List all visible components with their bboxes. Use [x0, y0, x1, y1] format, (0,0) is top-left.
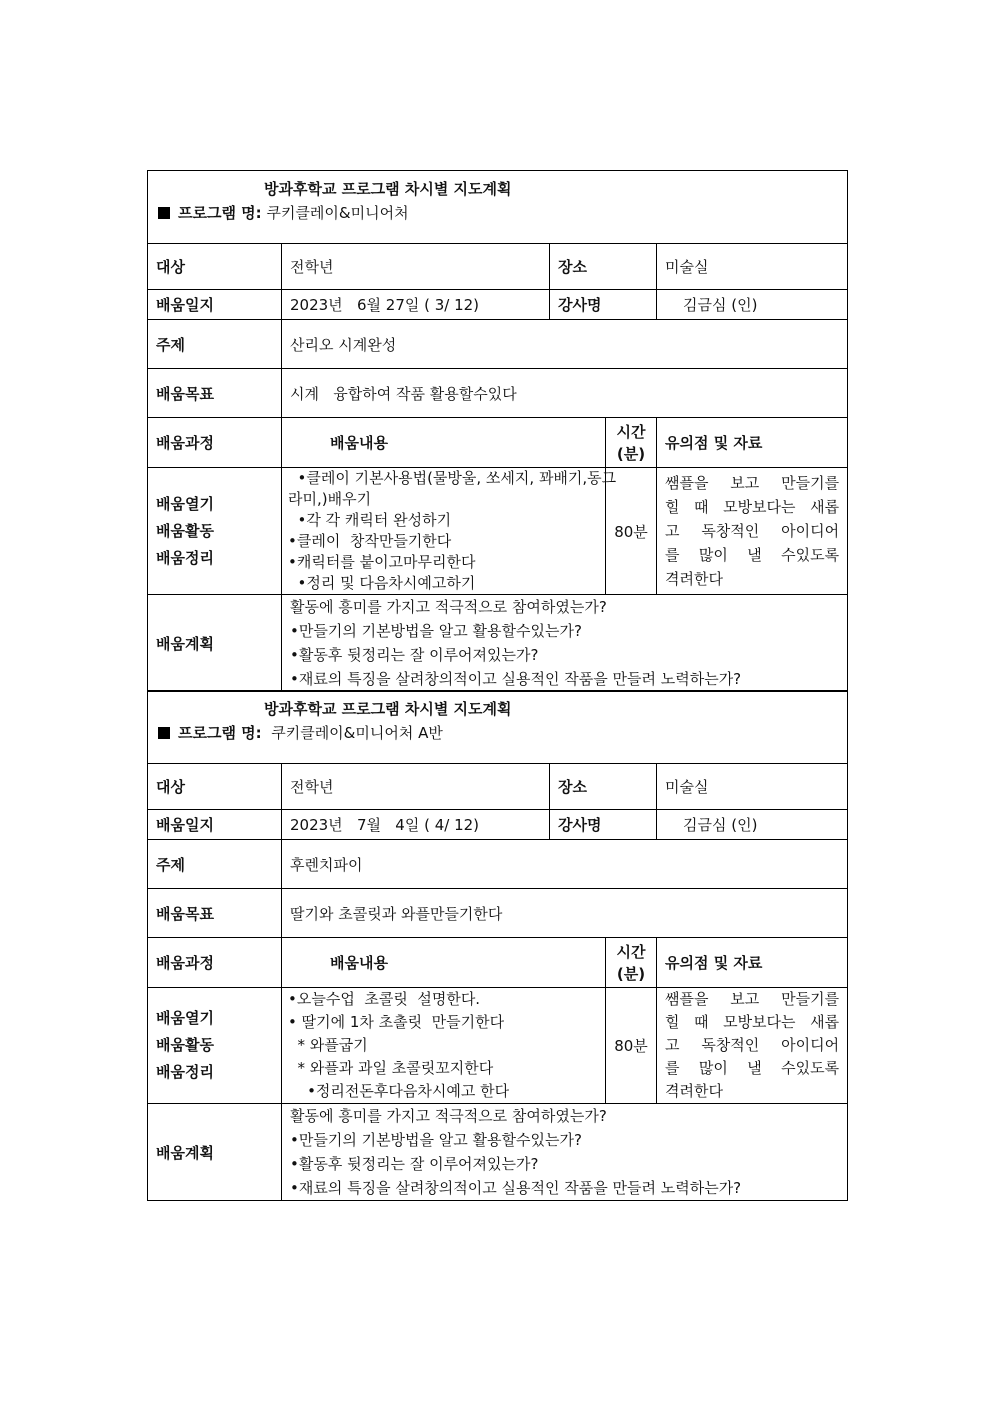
plan-label: 배움계획 [148, 1104, 282, 1201]
teacher-value: 김금심 (인) [657, 290, 848, 320]
time-label: 시간 (분) [606, 418, 657, 468]
date-label: 배움일지 [148, 290, 282, 320]
date-value: 2023년 6월 27일 ( 3/ 12) [282, 290, 550, 320]
place-value: 미술실 [657, 764, 848, 810]
place-label: 장소 [550, 764, 657, 810]
time-value: 80분 [606, 468, 657, 595]
content-line: • 딸기에 1차 초촐릿 만들기한다 [288, 1013, 505, 1031]
eval-line: •재료의 특징을 살려창의적이고 실용적인 작품을 만들려 노력하는가? [290, 1179, 742, 1197]
program-label: 프로그램 명: [178, 204, 262, 222]
eval-line: •재료의 특징을 살려창의적이고 실용적인 작품을 만들려 노력하는가? [290, 670, 742, 688]
phase-item: 배움활동 [156, 1036, 214, 1054]
eval-line: •활동후 뒷정리는 잘 이루어져있는가? [290, 646, 539, 664]
phase-item: 배움열기 [156, 494, 214, 513]
content-line: •오늘수업 초콜릿 설명한다. [288, 990, 481, 1008]
process-label: 배움과정 [148, 938, 282, 988]
topic-value: 후렌치파이 [282, 840, 848, 889]
target-label: 대상 [148, 764, 282, 810]
eval-line: •활동후 뒷정리는 잘 이루어져있는가? [290, 1155, 539, 1173]
notes-label: 유의점 및 자료 [657, 418, 848, 468]
phase-item: 배움정리 [156, 1063, 214, 1081]
time-label: 시간 (분) [606, 938, 657, 988]
topic-label: 주제 [148, 320, 282, 369]
phases-cell [148, 988, 282, 1104]
eval-line: 활동에 흥미를 가지고 적극적으로 참여하였는가? [290, 598, 607, 616]
square-bullet-icon [158, 727, 170, 739]
content-line: •캐릭터를 붙이고마무리한다 [288, 553, 476, 571]
plan-header [148, 171, 848, 244]
eval-line: •만들기의 기본방법을 알고 활용할수있는가? [290, 622, 582, 640]
topic-value: 산리오 시계완성 [282, 320, 848, 369]
note-line: 격려한다 [665, 570, 723, 588]
topic-label: 주제 [148, 840, 282, 889]
note-line: 고 독창적인 아이디어 [665, 1036, 840, 1054]
document-title: 방과후학교 프로그램 차시별 지도계획 [264, 180, 512, 198]
plan-label: 배움계획 [148, 595, 282, 692]
document-title: 방과후학교 프로그램 차시별 지도계획 [264, 700, 512, 718]
goal-label: 배움목표 [148, 369, 282, 418]
goal-label: 배움목표 [148, 889, 282, 938]
content-line: 라미,)배우기 [288, 490, 372, 508]
content-label: 배움내용 [282, 938, 606, 988]
note-line: 를 많이 낼 수있도록 [665, 546, 840, 564]
content-line: •클레이 기본사용법(물방울, 쏘세지, 꽈배기,동그 [288, 469, 617, 487]
note-line: 를 많이 낼 수있도록 [665, 1059, 840, 1077]
goal-value: 시계 융합하여 작품 활용할수있다 [282, 369, 848, 418]
process-label: 배움과정 [148, 418, 282, 468]
content-list [282, 468, 617, 595]
teacher-label: 강사명 [550, 290, 657, 320]
target-value: 전학년 [282, 244, 550, 290]
program-label: 프로그램 명: [178, 724, 262, 742]
target-label: 대상 [148, 244, 282, 290]
content-list [282, 988, 606, 1104]
lesson-plan-table-2 [147, 690, 848, 1201]
program-line [158, 721, 837, 745]
time-value: 80분 [606, 988, 657, 1104]
program-name: 쿠키클레이&미니어처 [266, 204, 409, 222]
note-line: 힐 때 모방보다는 새롭 [665, 1013, 840, 1031]
place-label: 장소 [550, 244, 657, 290]
phase-item: 배움열기 [156, 1009, 214, 1027]
eval-line: •만들기의 기본방법을 알고 활용할수있는가? [290, 1131, 582, 1149]
content-line: * 와플과 과일 초콜릿꼬지한다 [288, 1059, 494, 1077]
phases-cell [148, 468, 282, 595]
note-line: 쌤플을 보고 만들기를 [665, 990, 840, 1008]
lesson-plan-table-1 [147, 170, 848, 692]
eval-list [282, 595, 848, 692]
content-line: •각 각 캐릭터 완성하기 [288, 511, 452, 529]
notes-value [657, 988, 848, 1104]
notes-label: 유의점 및 자료 [657, 938, 848, 988]
content-line: •클레이 창작만들기한다 [288, 532, 452, 550]
content-line: •정리 및 다음차시예고하기 [288, 574, 476, 592]
phase-item: 배움정리 [156, 548, 214, 567]
content-line: •정리전돈후다음차시예고 한다 [288, 1082, 510, 1100]
square-bullet-icon [158, 207, 170, 219]
content-label: 배움내용 [282, 418, 606, 468]
note-line: 힐 때 모방보다는 새롭 [665, 498, 840, 516]
eval-line: 활동에 흥미를 가지고 적극적으로 참여하였는가? [290, 1107, 607, 1125]
notes-value [657, 468, 848, 595]
teacher-label: 강사명 [550, 810, 657, 840]
eval-list [282, 1104, 848, 1201]
date-value: 2023년 7월 4일 ( 4/ 12) [282, 810, 550, 840]
teacher-value: 김금심 (인) [657, 810, 848, 840]
goal-value: 딸기와 초콜릿과 와플만들기한다 [282, 889, 848, 938]
plan-header [148, 691, 848, 764]
content-line: * 와플굽기 [288, 1036, 368, 1054]
note-line: 고 독창적인 아이디어 [665, 522, 840, 540]
target-value: 전학년 [282, 764, 550, 810]
program-line [158, 201, 837, 225]
place-value: 미술실 [657, 244, 848, 290]
program-name: 쿠키클레이&미니어처 A반 [271, 724, 443, 742]
note-line: 쌤플을 보고 만들기를 [665, 474, 840, 492]
note-line: 격려한다 [665, 1082, 723, 1100]
phase-item: 배움활동 [156, 521, 214, 540]
date-label: 배움일지 [148, 810, 282, 840]
